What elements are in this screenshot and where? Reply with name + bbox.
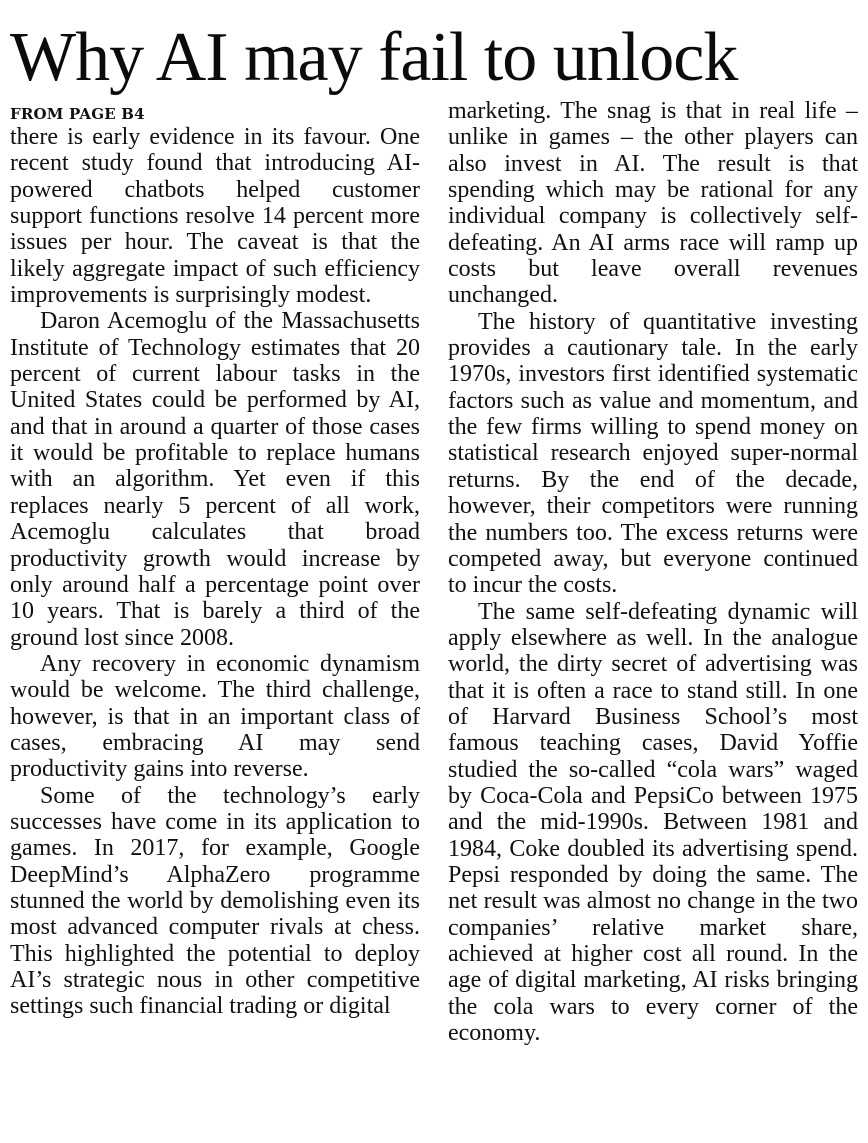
paragraph: marketing. The snag is that in real life – unlike in games – the other players can also invest in AI. The result is that spending which may be rational for any individual company is collectively self-defeating. An AI arms race will ramp up costs but leave overall revenues unchanged. xyxy=(448,98,858,309)
headline: Why AI may fail to unlock xyxy=(10,19,738,96)
paragraph: there is early evidence in its favour. One recent study found that introducing AI-powered chatbots helped customer support functions resolve 14 percent more issues per hour. The caveat is that the likely aggregate impact of such efficiency improvements is surprisingly modest. xyxy=(10,124,420,309)
paragraph: The same self-defeating dynamic will apply elsewhere as well. In the analogue world, the dirty secret of advertising was that it is often a race to stand still. In one of Harvard Business School’s most famous teaching cases, David Yoffie studied the so-called “cola wars” waged by Coca-Cola and PepsiCo between 1975 and the mid-1990s. Between 1981 and 1984, Coke doubled its advertising spend. Pepsi responded by doing the same. The net result was almost no change in the two companies’ relative market share, achieved at higher cost all round. In the age of digital marketing, AI risks bringing the cola wars to every corner of the economy. xyxy=(448,598,858,1047)
paragraph: The history of quantitative investing provides a cautionary tale. In the early 1970s, investors first identified systematic factors such as value and momentum, and the few firms willing to spend money on statistical research enjoyed super-normal returns. By the end of the decade, however, their competitors were running the numbers too. The excess returns were competed away, but everyone continued to incur the costs. xyxy=(448,308,858,599)
continuation-kicker: FROM PAGE B4 xyxy=(10,105,145,123)
paragraph: Some of the technology’s early successes have come in its application to games. In 2017, for example, Google DeepMind’s AlphaZero programme stunned the world by demolishing even its most advanced computer rivals at chess. This highlighted the potential to deploy AI’s strategic nous in other competitive settings such financial trading or digital xyxy=(10,782,420,1020)
left-column xyxy=(10,124,420,1130)
paragraph: Daron Acemoglu of the Massachusetts Institute of Technology estimates that 20 percent of current labour tasks in the United States could be performed by AI, and that in around a quarter of those cases it would be profitable to replace humans with an algorithm. Yet even if this replaces nearly 5 percent of all work, Acemoglu calculates that broad productivity growth would increase by only around half a percentage point over 10 years. That is barely a third of the ground lost since 2008. xyxy=(10,308,420,651)
paragraph: Any recovery in economic dynamism would be welcome. The third challenge, however, is that in an important class of cases, embracing AI may send productivity gains into reverse. xyxy=(10,650,420,783)
right-column xyxy=(448,98,858,1134)
